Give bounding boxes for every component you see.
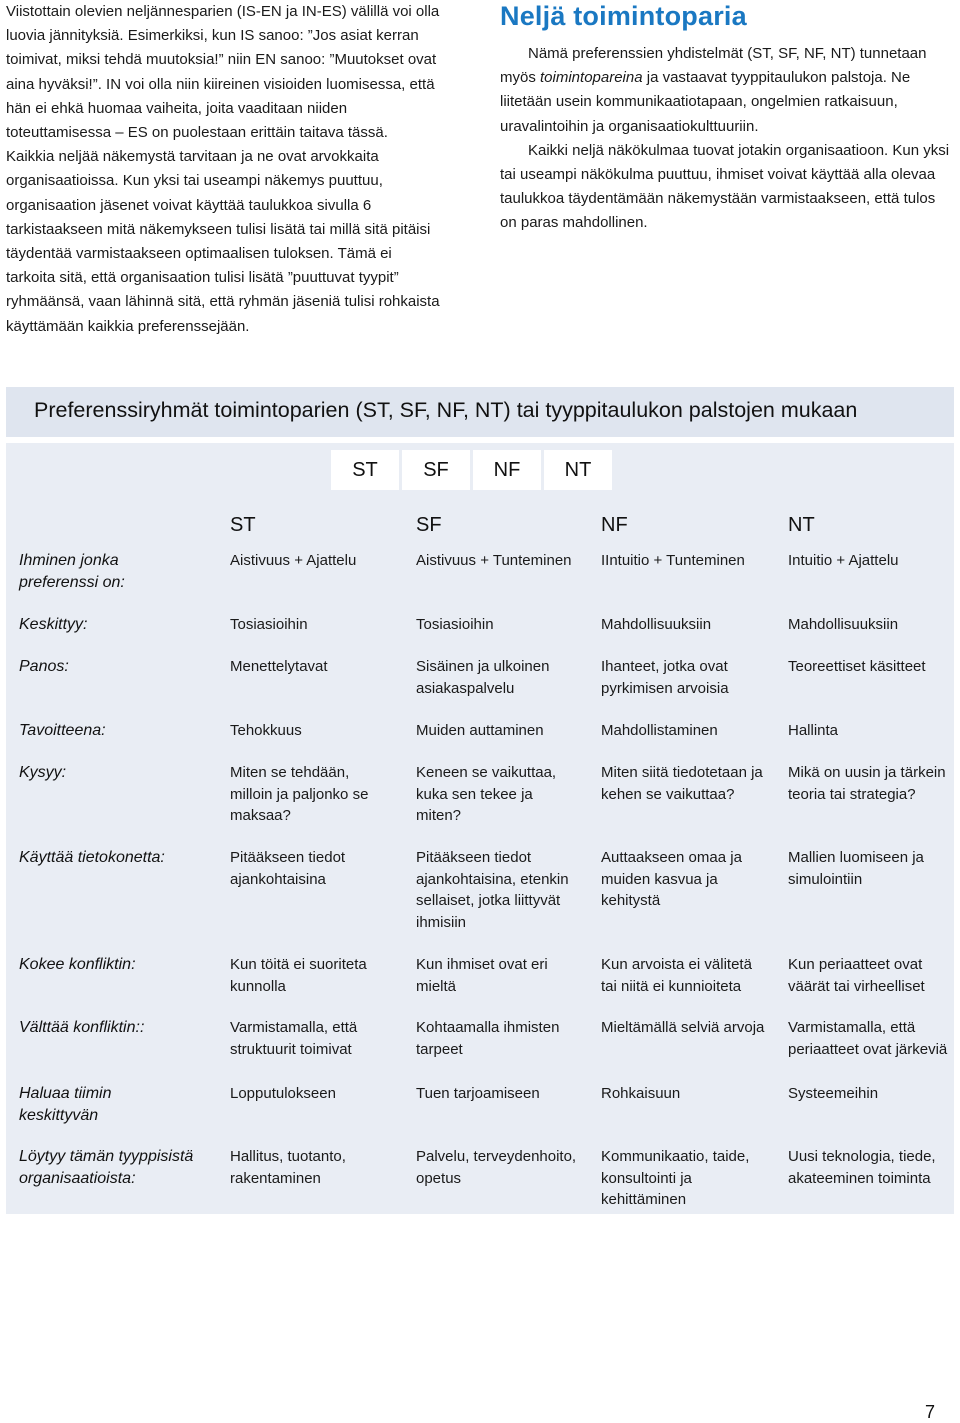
- column-header-st: ST: [230, 514, 256, 536]
- table-cell: Hallitus, tuotanto, rakentaminen: [230, 1148, 346, 1187]
- row-label: Ihminen jonka preferenssi on:: [19, 552, 125, 591]
- row-label: Välttää konfliktin::: [19, 1019, 145, 1036]
- table-cell: Sisäinen ja ulkoinen asiakaspalvelu: [416, 658, 550, 697]
- right-paragraph-1-start: Nämä preferenssien yhdistelmät (ST, SF, NF, NT) tunnetaan myös: [500, 45, 927, 87]
- row-label: Käyttää tietokonetta:: [19, 849, 165, 866]
- row-label: Haluaa tiimin keskittyvän: [19, 1085, 112, 1124]
- type-code-boxes: [331, 450, 612, 490]
- table-cell: Aistivuus + Tunteminen: [416, 552, 572, 569]
- table-cell: Mahdollistaminen: [601, 722, 718, 739]
- table-cell: Kohtaamalla ihmisten tarpeet: [416, 1019, 560, 1058]
- table-cell: Rohkaisuun: [601, 1085, 681, 1102]
- table-title: Preferenssiryhmät toimintoparien (ST, SF, NF, NT) tai tyyppitaulukon palstojen mukaan: [34, 398, 858, 422]
- table-cell: Mieltämällä selviä arvoja: [601, 1019, 765, 1036]
- table-cell: Kommunikaatio, taide, konsultointi ja kehittäminen: [601, 1148, 750, 1208]
- row-label: Panos:: [19, 658, 69, 675]
- right-paragraph-1-end: ja vastaavat tyyppitaulukon palstoja. Ne liitetään usein kommunikaatiotapaan, ongelmien ratkaisuun, uravalintoihin ja organisaatiokulttuuriin.: [500, 69, 911, 135]
- table-cell: Mallien luomiseen ja simulointiin: [788, 849, 924, 888]
- table-cell: Mahdollisuuksiin: [788, 616, 899, 633]
- column-header-nt: NT: [788, 514, 815, 536]
- table-cell: Hallinta: [788, 722, 839, 739]
- table-cell: Varmistamalla, että periaatteet ovat järkeviä: [788, 1019, 948, 1058]
- table-cell: Menettelytavat: [230, 658, 328, 675]
- table-cell: Varmistamalla, että struktuurit toimivat: [230, 1019, 358, 1058]
- left-paragraph-1: Viistottain olevien neljännesparien (IS-EN ja IN-ES) välillä voi olla luovia jännityksiä. Esimerkiksi, kun IS sanoo: ”Jos asiat kerran toimivat, miksi tehdä muutoksia!” niin EN sanoo: ”Muutokset ovat aina hyväksi!”. IN voi olla niin kiireinen visioiden luomisessa, että hän ei ehkä huomaa vaiheita, joita vaaditaan niiden toteuttamisessa – ES on puolestaan erittäin taitava tässä.: [6, 3, 440, 142]
- code-box-nf: NF: [473, 450, 541, 490]
- table-cell: IIntuitio + Tunteminen: [601, 552, 745, 569]
- code-box-sf: SF: [402, 450, 470, 490]
- table-cell: Mikä on uusin ja tärkein teoria tai strategia?: [788, 764, 946, 803]
- table-cell: Keneen se vaikuttaa, kuka sen tekee ja miten?: [416, 764, 557, 824]
- table-cell: Kun periaatteet ovat väärät tai virheelliset: [788, 956, 925, 995]
- table-cell: Kun töitä ei suoriteta kunnolla: [230, 956, 367, 995]
- row-label: Kokee konfliktin:: [19, 956, 136, 973]
- table-cell: Teoreettiset käsitteet: [788, 658, 926, 675]
- table-cell: Uusi teknologia, tiede, akateeminen toiminta: [788, 1148, 936, 1187]
- row-label: Kysyy:: [19, 764, 67, 781]
- row-label: Löytyy tämän tyyppisistä organisaatioista:: [19, 1148, 194, 1187]
- table-cell: Aistivuus + Ajattelu: [230, 552, 357, 569]
- table-cell: Miten siitä tiedotetaan ja kehen se vaikuttaa?: [601, 764, 763, 803]
- left-paragraph-2: Kaikkia neljää näkemystä tarvitaan ja ne ovat arvokkaita organisaatioissa. Kun yksi tai useampi näkemys puuttuu, organisaation jäsenet voivat käyttää taulukkoa sivulla 6 tarkistaakseen mitä näkemykseen tulisi lisätä tai millä sitä pitäisi täydentää varmistaakseen optimaalisen tuloksen. Tämä ei tarkoita sitä, että organisaation tulisi lisätä ”puuttuvat tyypit” ryhmäänsä, vaan lähinnä sitä, että ryhmän jäseniä tulisi rohkaista käyttämään kaikkia preferenssejään.: [6, 148, 440, 335]
- column-header-nf: NF: [601, 514, 628, 536]
- table-cell: Miten se tehdään, milloin ja paljonko se maksaa?: [230, 764, 369, 824]
- table-cell: Mahdollisuuksiin: [601, 616, 712, 633]
- right-paragraph-1-emphasis: toimintopareina: [540, 69, 643, 87]
- code-box-nt: NT: [544, 450, 612, 490]
- right-paragraph-1: [500, 42, 950, 139]
- row-label: Keskittyy:: [19, 616, 88, 633]
- right-column: [500, 0, 950, 236]
- code-box-st: ST: [331, 450, 399, 490]
- table-cell: Kun arvoista ei välitetä tai niitä ei kunnioiteta: [601, 956, 752, 995]
- table-cell: Systeemeihin: [788, 1085, 879, 1102]
- table-cell: Tuen tarjoamiseen: [416, 1085, 540, 1102]
- table-cell: Auttaakseen omaa ja muiden kasvua ja kehitystä: [601, 849, 742, 909]
- left-column: [6, 0, 444, 339]
- table-cell: Lopputulokseen: [230, 1085, 336, 1102]
- page-number: 7: [925, 1402, 936, 1422]
- table-cell: Tosiasioihin: [416, 616, 494, 633]
- table-cell: Kun ihmiset ovat eri mieltä: [416, 956, 548, 995]
- table-cell: Palvelu, terveydenhoito, opetus: [416, 1148, 577, 1187]
- table-cell: Pitääkseen tiedot ajankohtaisina, etenkin sellaiset, jotka liittyvät ihmisiin: [416, 849, 569, 931]
- right-paragraph-2: Kaikki neljä näkökulmaa tuovat jotakin organisaatioon. Kun yksi tai useampi näkökulma puuttuu, ihmiset voivat käyttää alla olevaa taulukkoa täydentämään näkemystään varmistaakseen, että tulos on paras mahdollinen.: [500, 141, 950, 232]
- table-cell: Pitääkseen tiedot ajankohtaisina: [230, 849, 346, 888]
- table-cell: Tehokkuus: [230, 722, 302, 739]
- row-label: Tavoitteena:: [19, 722, 106, 739]
- section-heading: Neljä toimintoparia: [500, 1, 747, 31]
- table-cell: Ihanteet, jotka ovat pyrkimisen arvoisia: [601, 658, 729, 697]
- table-title-band: [6, 387, 954, 437]
- table-cell: Intuitio + Ajattelu: [788, 552, 899, 569]
- table-cell: Muiden auttaminen: [416, 722, 544, 739]
- column-header-sf: SF: [416, 514, 442, 536]
- table-cell: Tosiasioihin: [230, 616, 308, 633]
